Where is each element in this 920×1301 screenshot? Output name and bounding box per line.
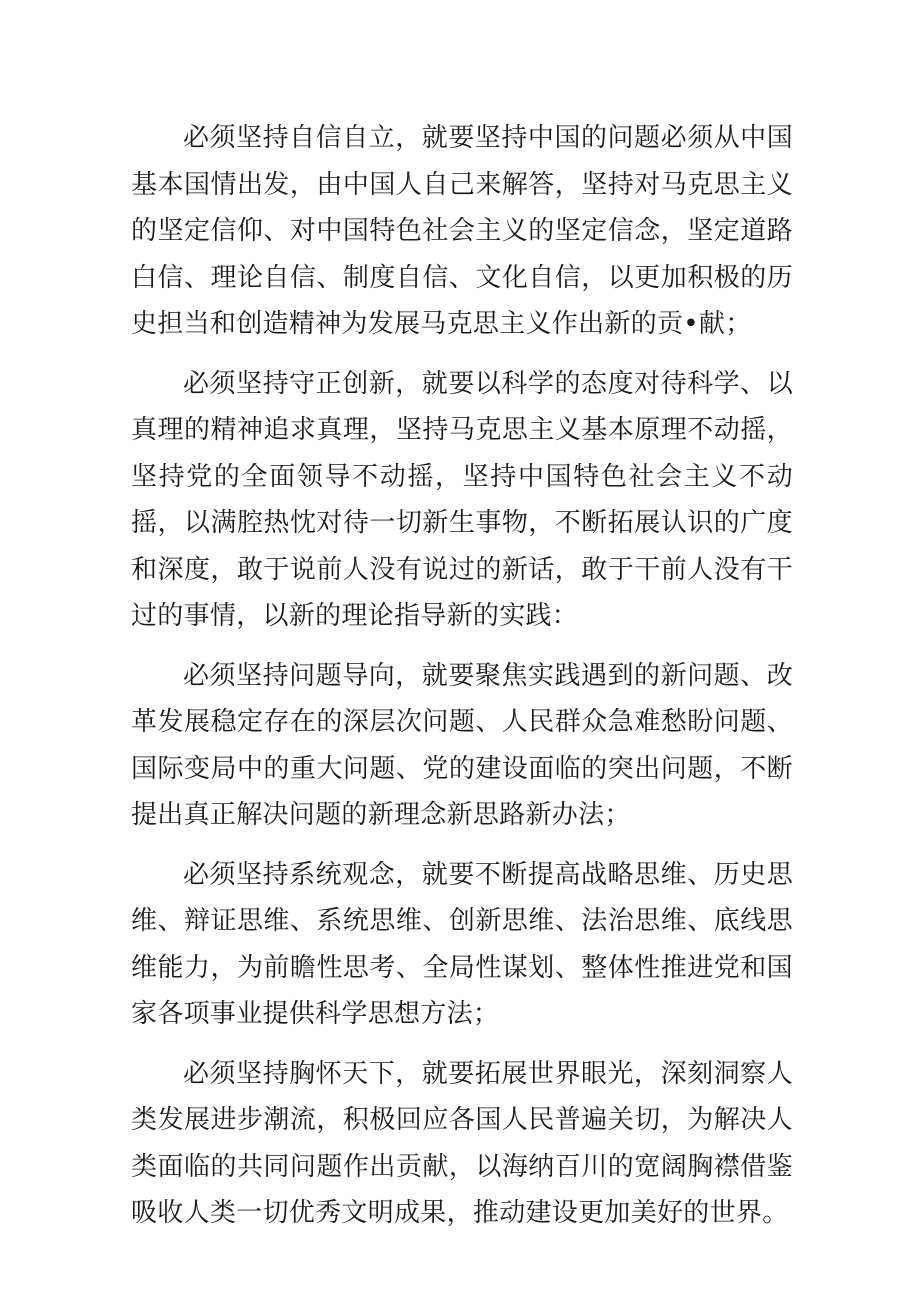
paragraph-integrity-innovation: 必须坚持守正创新，就要以科学的态度对待科学、以真理的精神追求真理，坚持马克思主义基本原理不动摇，坚持党的全面领导不动摇，坚持中国特色社会主义不动摇，以满腔热忱对待一切新生事物，不断拓展认识的广度和深度，敢于说前人没有说过的新话，敢于干前人没有干过的事情，以新的理论指导新的实践： — [131, 368, 793, 631]
document-body — [131, 115, 793, 1250]
paragraph-problem-oriented: 必须坚持问题导向，就要聚焦实践遇到的新问题、改革发展稳定存在的深层次问题、人民群众急难愁盼问题、国际变局中的重大问题、党的建设面临的突出问题，不断提出真正解决问题的新理念新思路新办法； — [131, 660, 793, 830]
paragraph-self-confidence: 必须坚持自信自立，就要坚持中国的问题必须从中国基本国情出发，由中国人自己来解答，坚持对马克思主义的坚定信仰、对中国特色社会主义的坚定信念，坚定道路白信、理论自信、制度自信、文化自信，以更加积极的历史担当和创造精神为发展马克思主义作出新的贡•献； — [131, 123, 793, 339]
paragraph-systems-thinking: 必须坚持系统观念，就要不断提高战略思维、历史思维、辩证思维、系统思维、创新思维、法治思维、底线思维能力，为前瞻性思考、全局性谋划、整体性推进党和国家各项事业提供科学思想方法； — [131, 859, 793, 1029]
paragraph-global-vision: 必须坚持胸怀天下，就要拓展世界眼光，深刻洞察人类发展进步潮流，积极回应各国人民普遍关切，为解决人类面临的共同问题作出贡献，以海纳百川的宽阔胸襟借鉴吸收人类一切优秀文明成果，推动建设更加美好的世界。 — [131, 1058, 793, 1228]
